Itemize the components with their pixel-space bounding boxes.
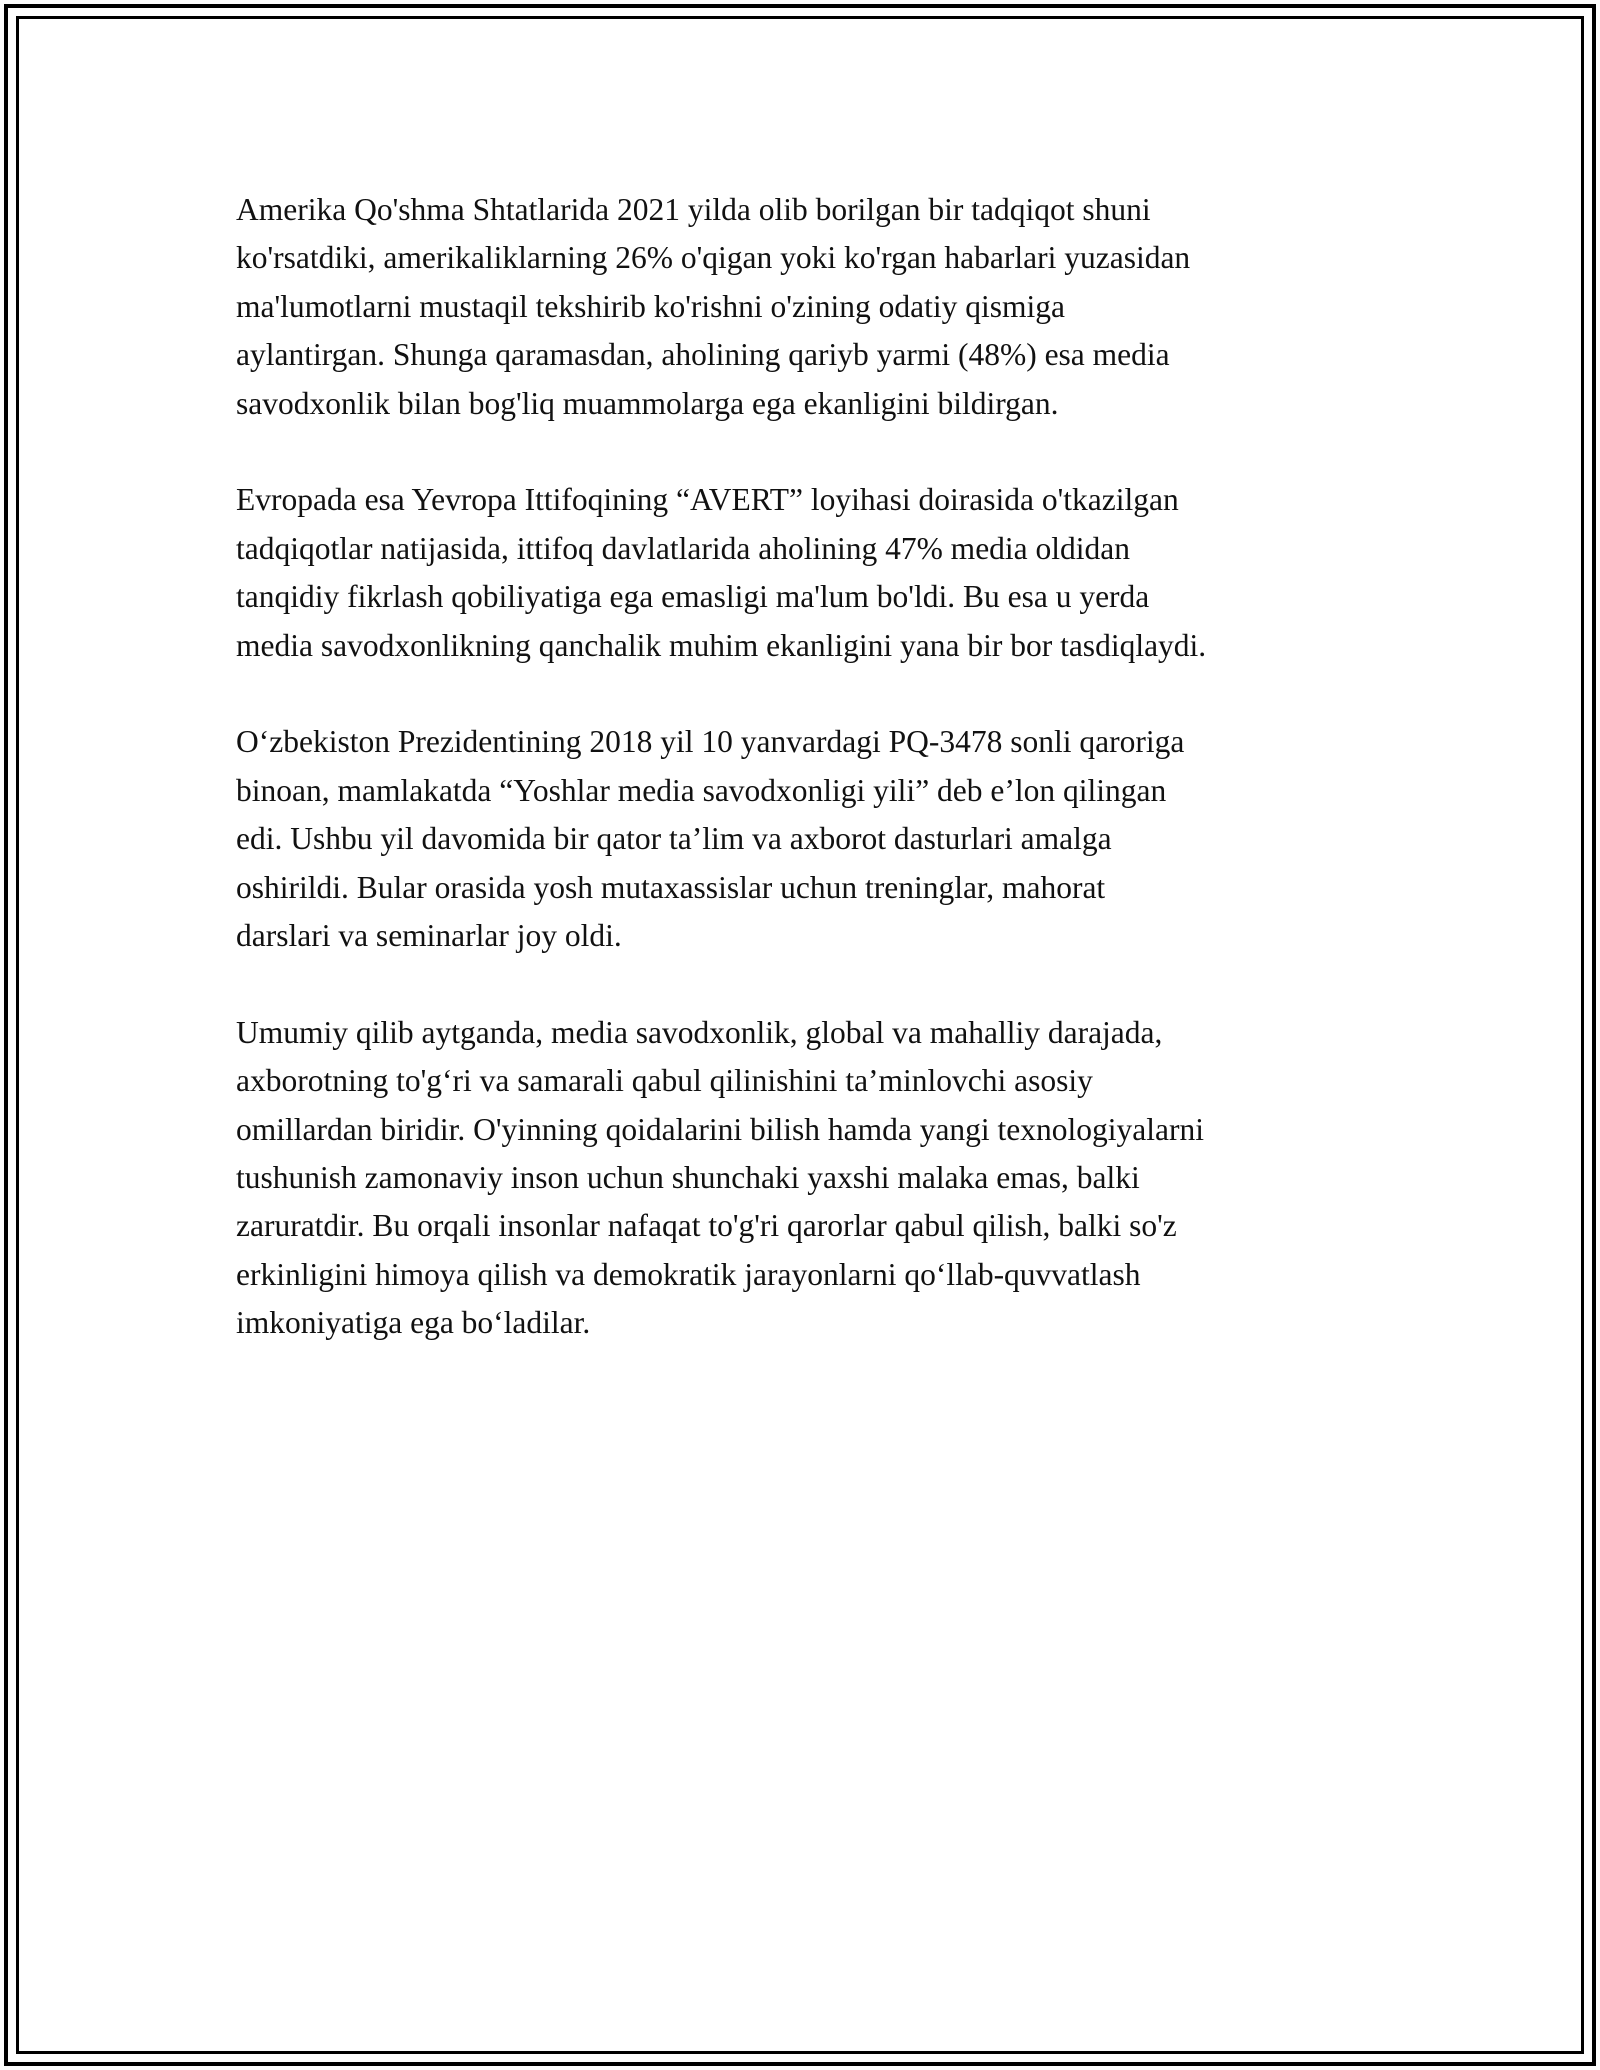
text-line: oshirildi. Bular orasida yosh mutaxassislar uchun treninglar, mahorat [236, 869, 1106, 905]
text-line: darslari va seminarlar joy oldi. [236, 918, 622, 954]
text-line: omillardan biridir. O'yinning qoidalarini bilish hamda yangi texnologiyalarni [236, 1111, 1204, 1147]
text-line: ko'rsatdiki, amerikaliklarning 26% o'qigan yoki ko'rgan habarlari yuzasidan [236, 240, 1191, 276]
text-line: Umumiy qilib aytganda, media savodxonlik, global va mahalliy darajada, [236, 1014, 1163, 1050]
text-line: savodxonlik bilan bog'liq muammolarga ega ekanligini bildirgan. [236, 385, 1059, 421]
text-line: aylantirgan. Shunga qaramasdan, aholining qariyb yarmi (48%) esa media [236, 337, 1170, 373]
paragraph-europe-avert [236, 476, 1376, 670]
text-line: tushunish zamonaviy inson uchun shunchaki yaxshi malaka emas, balki [236, 1160, 1140, 1196]
text-line: Evropada esa Yevropa Ittifoqining “AVERT” loyihasi doirasida o'tkazilgan [236, 482, 1179, 518]
text-line: tadqiqotlar natijasida, ittifoq davlatlarida aholining 47% media oldidan [236, 530, 1131, 566]
text-line: edi. Ushbu yil davomida bir qator ta’lim va axborot dasturlari amalga [236, 821, 1112, 857]
text-line: media savodxonlikning qanchalik muhim ekanligini yana bir bor tasdiqlaydi. [236, 627, 1207, 663]
text-line: O‘zbekiston Prezidentining 2018 yil 10 yanvardagi PQ-3478 sonli qaroriga [236, 724, 1185, 760]
text-line: Amerika Qo'shma Shtatlarida 2021 yilda olib borilgan bir tadqiqot shuni [236, 192, 1151, 227]
text-line: erkinligini himoya qilish va demokratik jarayonlarni qo‘llab-quvvatlash [236, 1256, 1141, 1292]
document-body [236, 186, 1376, 1396]
paragraph-conclusion [236, 1009, 1376, 1348]
text-line: imkoniyatiga ega bo‘ladilar. [236, 1305, 591, 1341]
text-line: ma'lumotlarni mustaqil tekshirib ko'rishni o'zining odatiy qismiga [236, 288, 1065, 324]
paragraph-uzbekistan-decree [236, 718, 1376, 960]
text-line: zaruratdir. Bu orqali insonlar nafaqat to'g'ri qarorlar qabul qilish, balki so'z [236, 1208, 1177, 1244]
text-line: tanqidiy fikrlash qobiliyatiga ega emasligi ma'lum bo'ldi. Bu esa u yerda [236, 579, 1150, 615]
paragraph-usa-study [236, 186, 1376, 428]
text-line: axborotning to'g‘ri va samarali qabul qilinishini ta’minlovchi asosiy [236, 1063, 1093, 1099]
text-line: binoan, mamlakatda “Yoshlar media savodxonligi yili” deb e’lon qilingan [236, 772, 1167, 808]
